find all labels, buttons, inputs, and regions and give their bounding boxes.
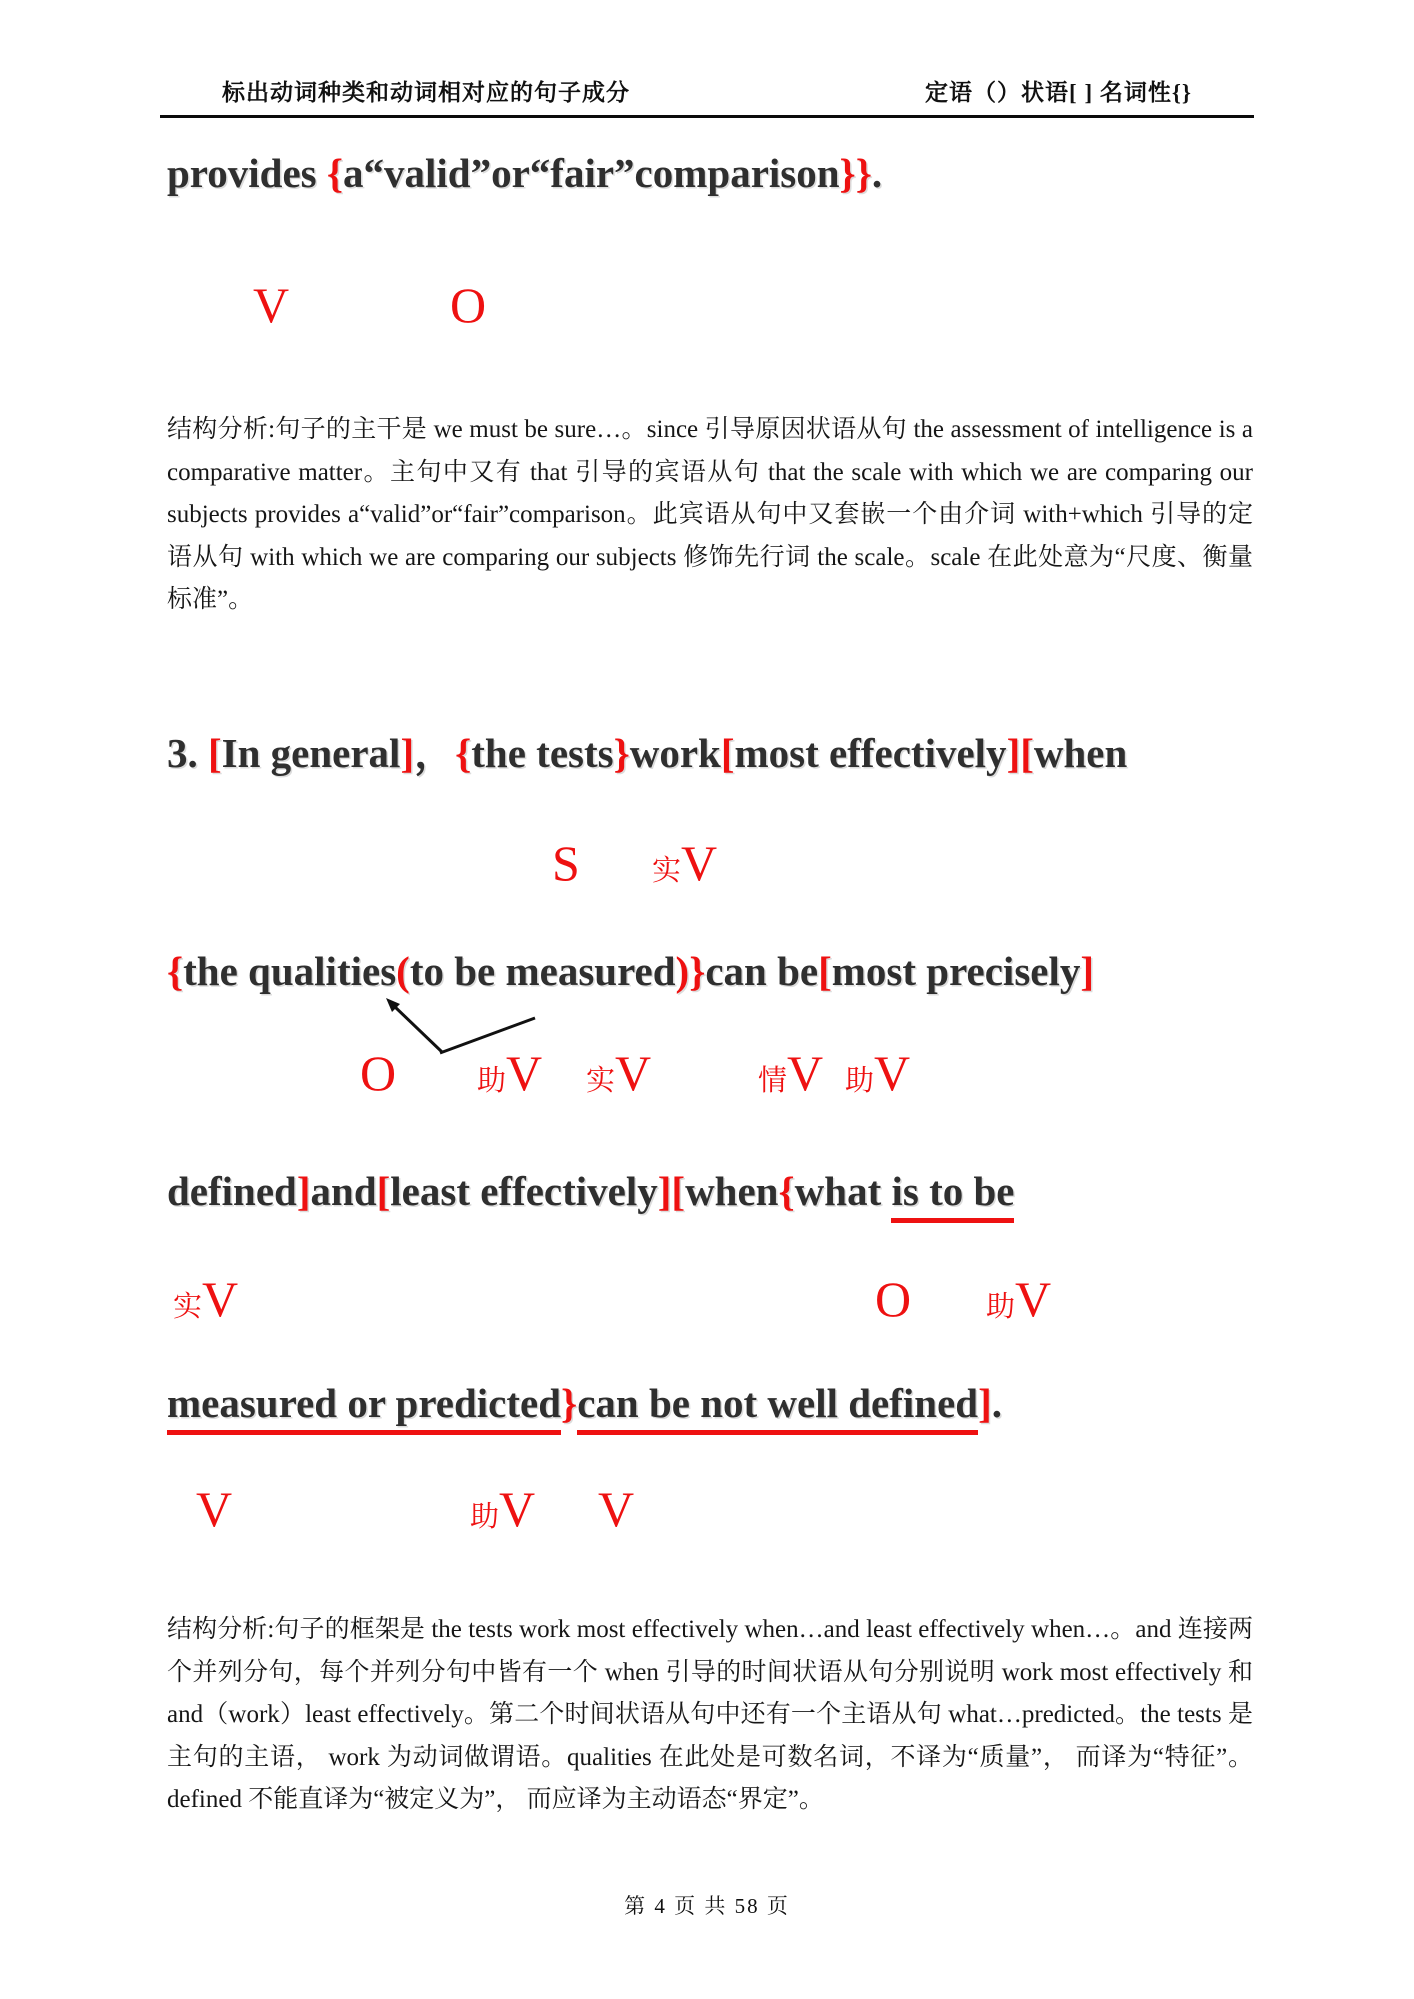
grammar-label-o: O bbox=[875, 1271, 912, 1327]
grammar-label-row bbox=[0, 835, 1414, 902]
grammar-label-o: O bbox=[360, 1045, 397, 1101]
sentence-line-3-part1: 3. [In general]，{the tests}work[most effectively][when bbox=[167, 730, 1128, 776]
grammar-label-zhu-v: 助V bbox=[845, 1045, 911, 1101]
sentence-line-3-part2: {the qualities(to be measured)}can be[most precisely] bbox=[167, 948, 1095, 994]
grammar-label-v: V bbox=[196, 1481, 233, 1537]
grammar-label-shi-v: 实V bbox=[173, 1271, 239, 1327]
grammar-label-v: V bbox=[253, 277, 290, 333]
grammar-label-zhu-v: 助V bbox=[477, 1045, 543, 1101]
grammar-label-row bbox=[0, 277, 1414, 344]
grammar-label-o: O bbox=[450, 277, 487, 333]
grammar-label-zhu-v: 助V bbox=[470, 1481, 536, 1537]
grammar-label-qing-v: 情V bbox=[758, 1045, 824, 1101]
page-header bbox=[160, 74, 1254, 118]
grammar-label-shi-v: 实V bbox=[652, 835, 718, 891]
grammar-label-v: V bbox=[598, 1481, 635, 1537]
grammar-label-row bbox=[0, 1271, 1414, 1338]
sentence-line-provides: provides {a“valid”or“fair”comparison}}. bbox=[167, 150, 883, 196]
header-legend-text: 定语（）状语[ ] 名词性{} bbox=[925, 80, 1192, 105]
grammar-label-shi-v: 实V bbox=[586, 1045, 652, 1101]
grammar-label-row bbox=[0, 1481, 1414, 1548]
page-number: 第 4 页 共 58 页 bbox=[624, 1894, 790, 1918]
grammar-label-s: S bbox=[552, 835, 580, 891]
analysis-paragraph-item3: 结构分析:句子的框架是 the tests work most effectively when…and least effectively when…。and 连接两个并列分句，每个并列分句中皆有一个 when 引导的时间状语从句分别说明 work most effectively 和 and（work）least effectively。第二个时间状语从句中还有一个主语从句 what…predicted。the tests 是主句的主语， work 为动词做谓语。qualities 在此处是可数名词，不译为“质量”， 而译为“特征”。defined 不能直译为“被定义为”， 而应译为主动语态“界定”。 bbox=[167, 1616, 1253, 1813]
header-instruction-text: 标出动词种类和动词相对应的句子成分 bbox=[222, 80, 630, 105]
sentence-line-3-part4: measured or predicted}can be not well defined]. bbox=[167, 1378, 1277, 1429]
analysis-paragraph-item2: 结构分析:句子的主干是 we must be sure…。since 引导原因状语从句 the assessment of intelligence is a comparative matter。主句中又有 that 引导的宾语从句 that the scale with which we are comparing our subjects provides a“valid”or“fair”comparison。此宾语从句中又套嵌一个由介词 with+which 引导的定语从句 with which we are comparing our subjects 修饰先行词 the scale。scale 在此处意为“尺度、衡量标准”。 bbox=[167, 416, 1253, 613]
sentence-line-3-part3: defined]and[least effectively][when{what is to be bbox=[167, 1166, 1277, 1217]
grammar-label-zhu-v: 助V bbox=[986, 1271, 1052, 1327]
grammar-label-row bbox=[0, 1045, 1414, 1112]
